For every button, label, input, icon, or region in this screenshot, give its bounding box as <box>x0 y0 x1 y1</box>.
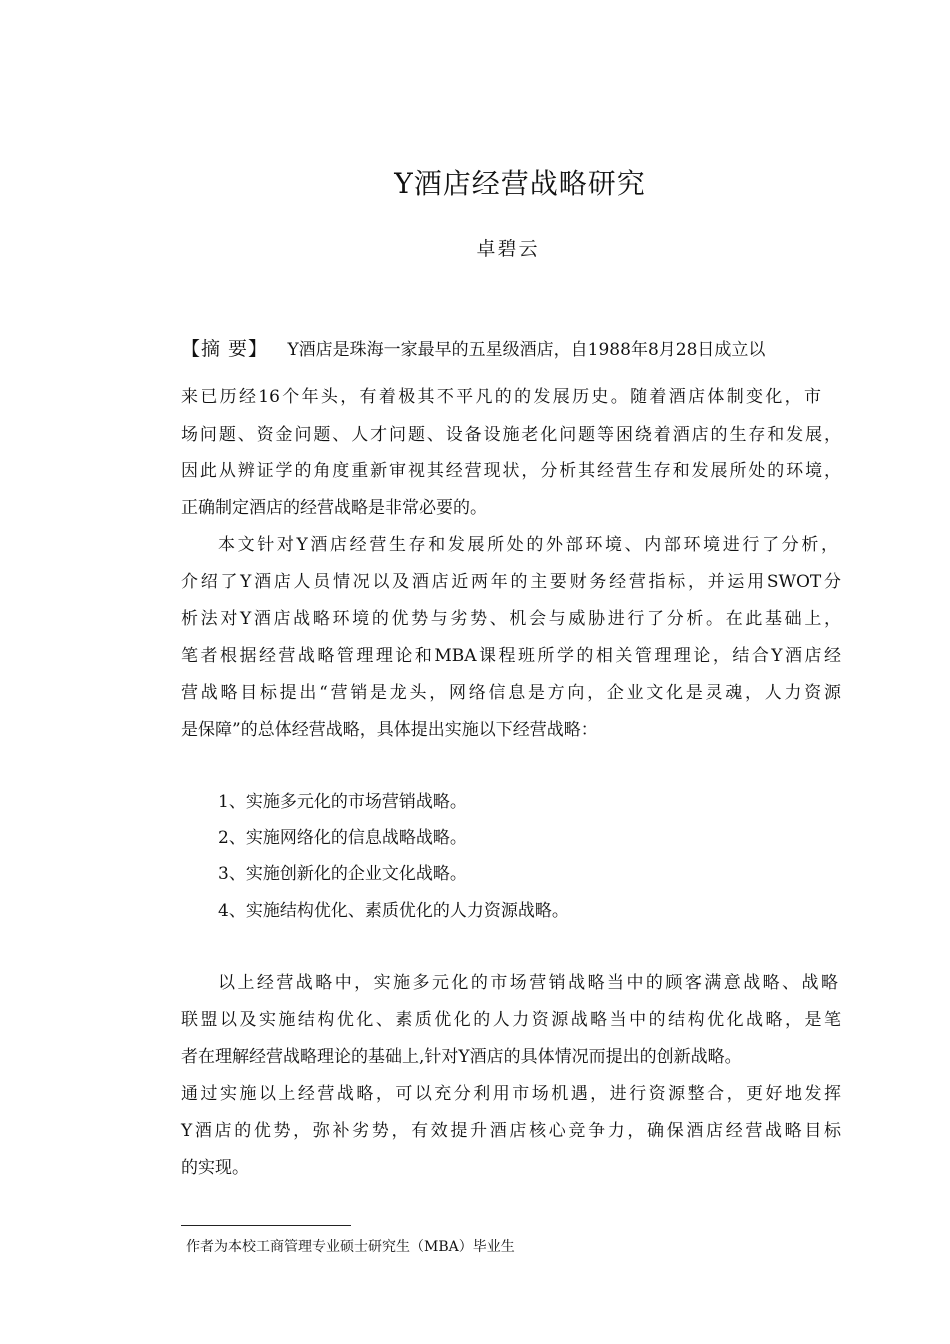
paragraph2-line-6: 是保障”的总体经营战略，具体提出实施以下经营战略： <box>181 720 598 740</box>
author-name: 卓碧云 <box>476 238 540 260</box>
paragraph2-line-4: 笔者根据经营战略管理理论和MBA课程班所学的相关管理理论，结合Y酒店经 <box>181 646 841 666</box>
strategy-item-3: 3、实施创新化的企业文化战略。 <box>218 864 467 884</box>
strategy-item-2: 2、实施网络化的信息战略战略。 <box>218 828 467 848</box>
paragraph3-line-6: 的实现。 <box>181 1158 249 1178</box>
paragraph3-line-1: 以上经营战略中，实施多元化的市场营销战略当中的顾客满意战略、战略 <box>218 973 838 993</box>
paragraph3-line-4: 通过实施以上经营战略，可以充分利用市场机遇，进行资源整合，更好地发挥 <box>181 1084 841 1104</box>
paragraph3-line-5: Y酒店的优势，弥补劣势，有效提升酒店核心竞争力，确保酒店经营战略目标 <box>181 1121 841 1141</box>
abstract-line-1 <box>181 338 841 361</box>
paragraph2-line-5: 营战略目标提出“营销是龙头，网络信息是方向，企业文化是灵魂，人力资源 <box>181 683 841 703</box>
strategy-item-1: 1、实施多元化的市场营销战略。 <box>218 792 467 812</box>
abstract-line-5: 正确制定酒店的经营战略是非常必要的。 <box>181 498 487 518</box>
footnote: 作者为本校工商管理专业硕士研究生（MBA）毕业生 <box>186 1239 515 1255</box>
paragraph3-line-3: 者在理解经营战略理论的基础上,针对Y酒店的具体情况而提出的创新战略。 <box>181 1047 742 1067</box>
abstract-line-2: 来已历经16个年头，有着极其不平凡的的发展历史。随着酒店体制变化，市 <box>181 387 821 407</box>
strategy-item-4: 4、实施结构优化、素质优化的人力资源战略。 <box>218 901 569 921</box>
paper-title: Y酒店经营战略研究 <box>394 167 646 200</box>
paragraph2-line-3: 析法对Y酒店战略环境的优势与劣势、机会与威胁进行了分析。在此基础上， <box>181 609 841 629</box>
abstract-text: Y酒店是珠海一家最早的五星级酒店，自1988年8月28日成立以 <box>287 340 766 360</box>
footnote-separator <box>181 1225 351 1226</box>
paragraph3-line-2: 联盟以及实施结构优化、素质优化的人力资源战略当中的结构优化战略，是笔 <box>181 1010 841 1030</box>
paragraph2-line-1: 本文针对Y酒店经营生存和发展所处的外部环境、内部环境进行了分析， <box>218 535 838 555</box>
abstract-label: 【摘 要】 <box>181 338 269 360</box>
abstract-line-4: 因此从辨证学的角度重新审视其经营现状，分析其经营生存和发展所处的环境， <box>181 461 841 481</box>
paragraph2-line-2: 介绍了Y酒店人员情况以及酒店近两年的主要财务经营指标，并运用SWOT分 <box>181 572 841 592</box>
abstract-line-3: 场问题、资金问题、人才问题、设备设施老化问题等困绕着酒店的生存和发展， <box>181 425 841 445</box>
